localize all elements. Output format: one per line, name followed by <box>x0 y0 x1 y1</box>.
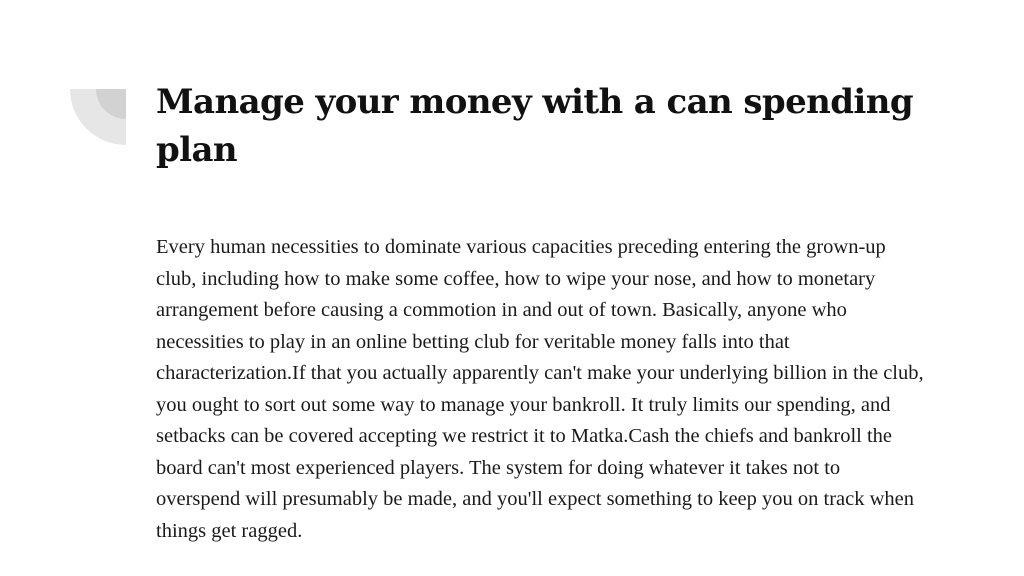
quarter-circle-decoration <box>70 89 126 145</box>
slide-title: Manage your money with a can spending plan <box>156 82 914 170</box>
slide-body-text: Every human necessities to dominate various capacities preceding entering the grown-up club, including how to make some coffee, how to wipe your nose, and how to monetary arrangement before causing a commotion in and out of town. Basically, anyone who necessities to play in an online betting club for veritable money falls into that characterization.If that you actually apparently can't make your underlying billion in the club, you ought to sort out some way to manage your bankroll. It truly limits our spending, and setbacks can be covered accepting we restrict it to Matka.Cash the chiefs and bankroll the board can't most experienced players. The system for doing whatever it takes not to overspend will presumably be made, and you'll expect something to keep you on track when things get ragged. <box>156 236 924 542</box>
